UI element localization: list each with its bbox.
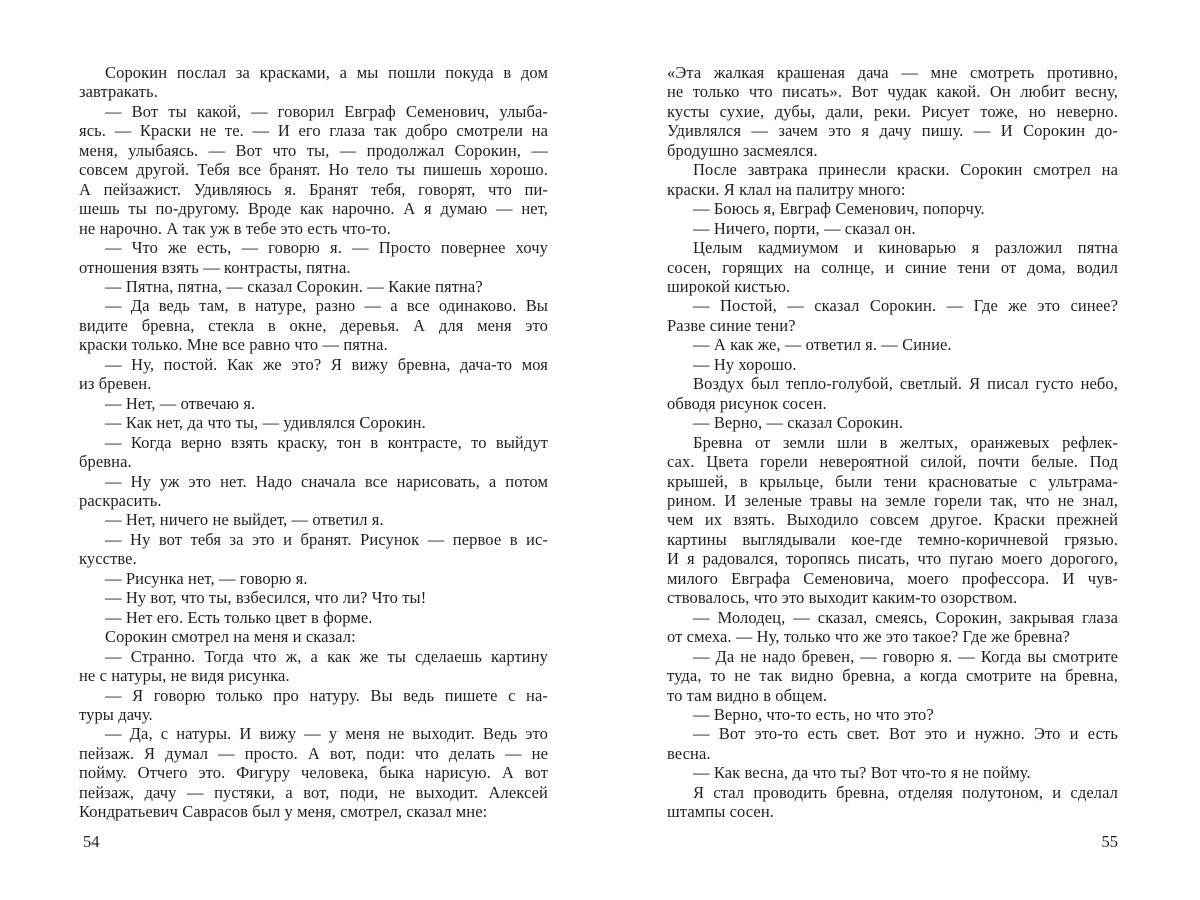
- text-line: — Ну вот, что ты, взбесился, что ли? Что ты!: [105, 588, 427, 608]
- text-line: рином. И зеленые травы на земле горели так, что не знал,: [667, 490, 1118, 510]
- text-line: — Ну уж это нет. Надо сначала все нарисовать, а потом: [105, 471, 548, 491]
- text-line: туда, то не так видно бревна, а когда смотрите на бревна,: [667, 666, 1118, 686]
- text-line: После завтрака принесли краски. Сорокин смотрел на: [693, 160, 1118, 180]
- text-line: пейзаж, дачу — пустяки, а вот, поди, не выходит. Алексей: [79, 782, 548, 802]
- text-line: штампы сосен.: [667, 802, 775, 822]
- text-line: раскрасить.: [79, 490, 162, 510]
- text-line: — Да не надо бревен, — говорю я. — Когда вы смотрите: [693, 646, 1118, 666]
- text-line: — Странно. Тогда что ж, а как же ты сделаешь картину: [105, 646, 548, 666]
- text-line: Сорокин смотрел на меня и сказал:: [105, 627, 356, 647]
- text-line: бродушно засмеялся.: [667, 140, 818, 160]
- left-page-text: [79, 63, 548, 822]
- text-line: сах. Цвета горели невероятной силой, почти белые. Под: [667, 452, 1118, 472]
- page-number-left: 54: [83, 832, 100, 851]
- text-line: совсем другой. Тебя все бранят. Но тело ты пишешь хорошо.: [79, 160, 548, 180]
- text-line: обводя рисунок сосен.: [667, 393, 827, 413]
- text-line: от смеха. — Ну, только что же это такое? Где же бревна?: [667, 627, 1070, 647]
- text-line: меня, улыбаясь. — Вот что ты, — продолжал Сорокин, —: [79, 140, 548, 160]
- text-line: — Пятна, пятна, — сказал Сорокин. — Какие пятна?: [105, 276, 483, 296]
- text-line: — Как нет, да что ты, — удивлялся Сорокин.: [105, 413, 426, 433]
- text-line: — Да ведь там, в натуре, разно — а все одинаково. Вы: [105, 296, 548, 316]
- text-line: А пейзажист. Удивляюсь я. Бранят тебя, говорят, что пи-: [79, 179, 548, 199]
- text-line: — Ну хорошо.: [693, 354, 797, 374]
- text-line: Целым кадмиумом и киноварью я разложил пятна: [693, 238, 1118, 258]
- text-line: «Эта жалкая крашеная дача — мне смотреть противно,: [667, 63, 1118, 82]
- text-line: Кондратьевич Саврасов был у меня, смотрел, сказал мне:: [79, 802, 488, 822]
- text-line: не только что писать». Вот чудак какой. Он любит весну,: [667, 82, 1118, 102]
- text-line: И я радовался, торопясь писать, что пугаю моего дорогого,: [667, 549, 1118, 569]
- text-line: ствовалось, что это выходит каким-то озорством.: [667, 588, 1018, 608]
- text-line: — Боюсь я, Евграф Семенович, попорчу.: [693, 199, 985, 219]
- page-number-right: 55: [1101, 832, 1118, 851]
- text-line: краски. Я клал на палитру много:: [667, 179, 906, 199]
- text-line: — Молодец, — сказал, смеясь, Сорокин, закрывая глаза: [693, 607, 1118, 627]
- text-line: — Вот это-то есть свет. Вот это и нужно. Это и есть: [693, 724, 1118, 744]
- text-line: кусты сухие, дубы, дали, реки. Рисует тоже, но неверно.: [667, 101, 1118, 121]
- text-line: крышей, в крыльце, были тени красноватые с ультрама-: [667, 471, 1118, 491]
- text-line: весна.: [667, 743, 711, 763]
- text-line: пойму. Отчего это. Фигуру человека, быка нарисую. А вот: [79, 763, 548, 783]
- text-line: кусстве.: [79, 549, 137, 569]
- text-line: — Ну, постой. Как же это? Я вижу бревна, дача-то моя: [105, 354, 548, 374]
- text-line: — Нет, ничего не выйдет, — ответил я.: [105, 510, 384, 530]
- text-line: широкой кистью.: [667, 276, 791, 296]
- text-line: — Я говорю только про натуру. Вы ведь пишете с на-: [105, 685, 548, 705]
- text-line: Я стал проводить бревна, отделяя полутоном, и сделал: [693, 782, 1118, 802]
- text-line: завтракать.: [79, 82, 158, 102]
- text-line: отношения взять — контрасты, пятна.: [79, 257, 351, 277]
- text-line: пейзаж. Я думал — просто. А вот, поди: что делать — не: [79, 743, 548, 763]
- text-line: бревна.: [79, 452, 132, 472]
- left-page: [79, 63, 548, 851]
- text-line: ясь. — Краски не те. — И его глаза так добро смотрели на: [79, 121, 548, 141]
- text-line: — Что же есть, — говорю я. — Просто повернее хочу: [105, 238, 548, 258]
- text-line: сосен, горящих на солнце, и синие тени от дома, водил: [667, 257, 1118, 277]
- text-line: Сорокин послал за красками, а мы пошли покуда в дом: [105, 63, 548, 82]
- text-line: Удивлялся — зачем это я дачу пишу. — И Сорокин до-: [667, 121, 1118, 141]
- text-line: — А как же, — ответил я. — Синие.: [693, 335, 952, 355]
- text-line: — Верно, — сказал Сорокин.: [693, 413, 904, 433]
- text-line: картины выглядывали кое-где темно-коричневой грязью.: [667, 529, 1118, 549]
- text-line: видите бревна, стекла в окне, деревья. А для меня это: [79, 315, 548, 335]
- text-line: шешь ты по-другому. Вроде как нарочно. А я думаю — нет,: [79, 199, 548, 219]
- text-line: — Нет, — отвечаю я.: [105, 393, 256, 413]
- text-line: из бревен.: [79, 374, 152, 394]
- text-line: чем их взять. Выходило совсем другое. Краски прежней: [667, 510, 1118, 530]
- text-line: туры дачу.: [79, 704, 153, 724]
- text-line: милого Евграфа Семеновича, моего профессора. И чув-: [667, 568, 1118, 588]
- text-line: — Да, с натуры. И вижу — у меня не выходит. Ведь это: [105, 724, 548, 744]
- text-line: — Как весна, да что ты? Вот что-то я не пойму.: [693, 763, 1031, 783]
- text-line: не с натуры, не видя рисунка.: [79, 666, 290, 686]
- right-page: [667, 63, 1118, 851]
- text-line: — Вот ты какой, — говорил Евграф Семенович, улыба-: [105, 101, 548, 121]
- text-line: — Верно, что-то есть, но что это?: [693, 704, 934, 724]
- right-page-text: [667, 63, 1118, 822]
- text-line: Бревна от земли шли в желтых, оранжевых рефлек-: [693, 432, 1118, 452]
- text-line: Воздух был тепло-голубой, светлый. Я писал густо небо,: [693, 374, 1118, 394]
- text-line: — Нет его. Есть только цвет в форме.: [105, 607, 373, 627]
- text-line: — Ничего, порти, — сказал он.: [693, 218, 916, 238]
- text-line: — Когда верно взять краску, тон в контрасте, то выйдут: [105, 432, 548, 452]
- text-line: — Постой, — сказал Сорокин. — Где же это синее?: [693, 296, 1118, 316]
- text-line: — Ну вот тебя за это и бранят. Рисунок — первое в ис-: [105, 529, 548, 549]
- text-line: Разве синие тени?: [667, 315, 796, 335]
- text-line: — Рисунка нет, — говорю я.: [105, 568, 308, 588]
- text-line: краски только. Мне все равно что — пятна.: [79, 335, 388, 355]
- text-line: не нарочно. А так уж в тебе это есть что-то.: [79, 218, 391, 238]
- text-line: то там видно в общем.: [667, 685, 828, 705]
